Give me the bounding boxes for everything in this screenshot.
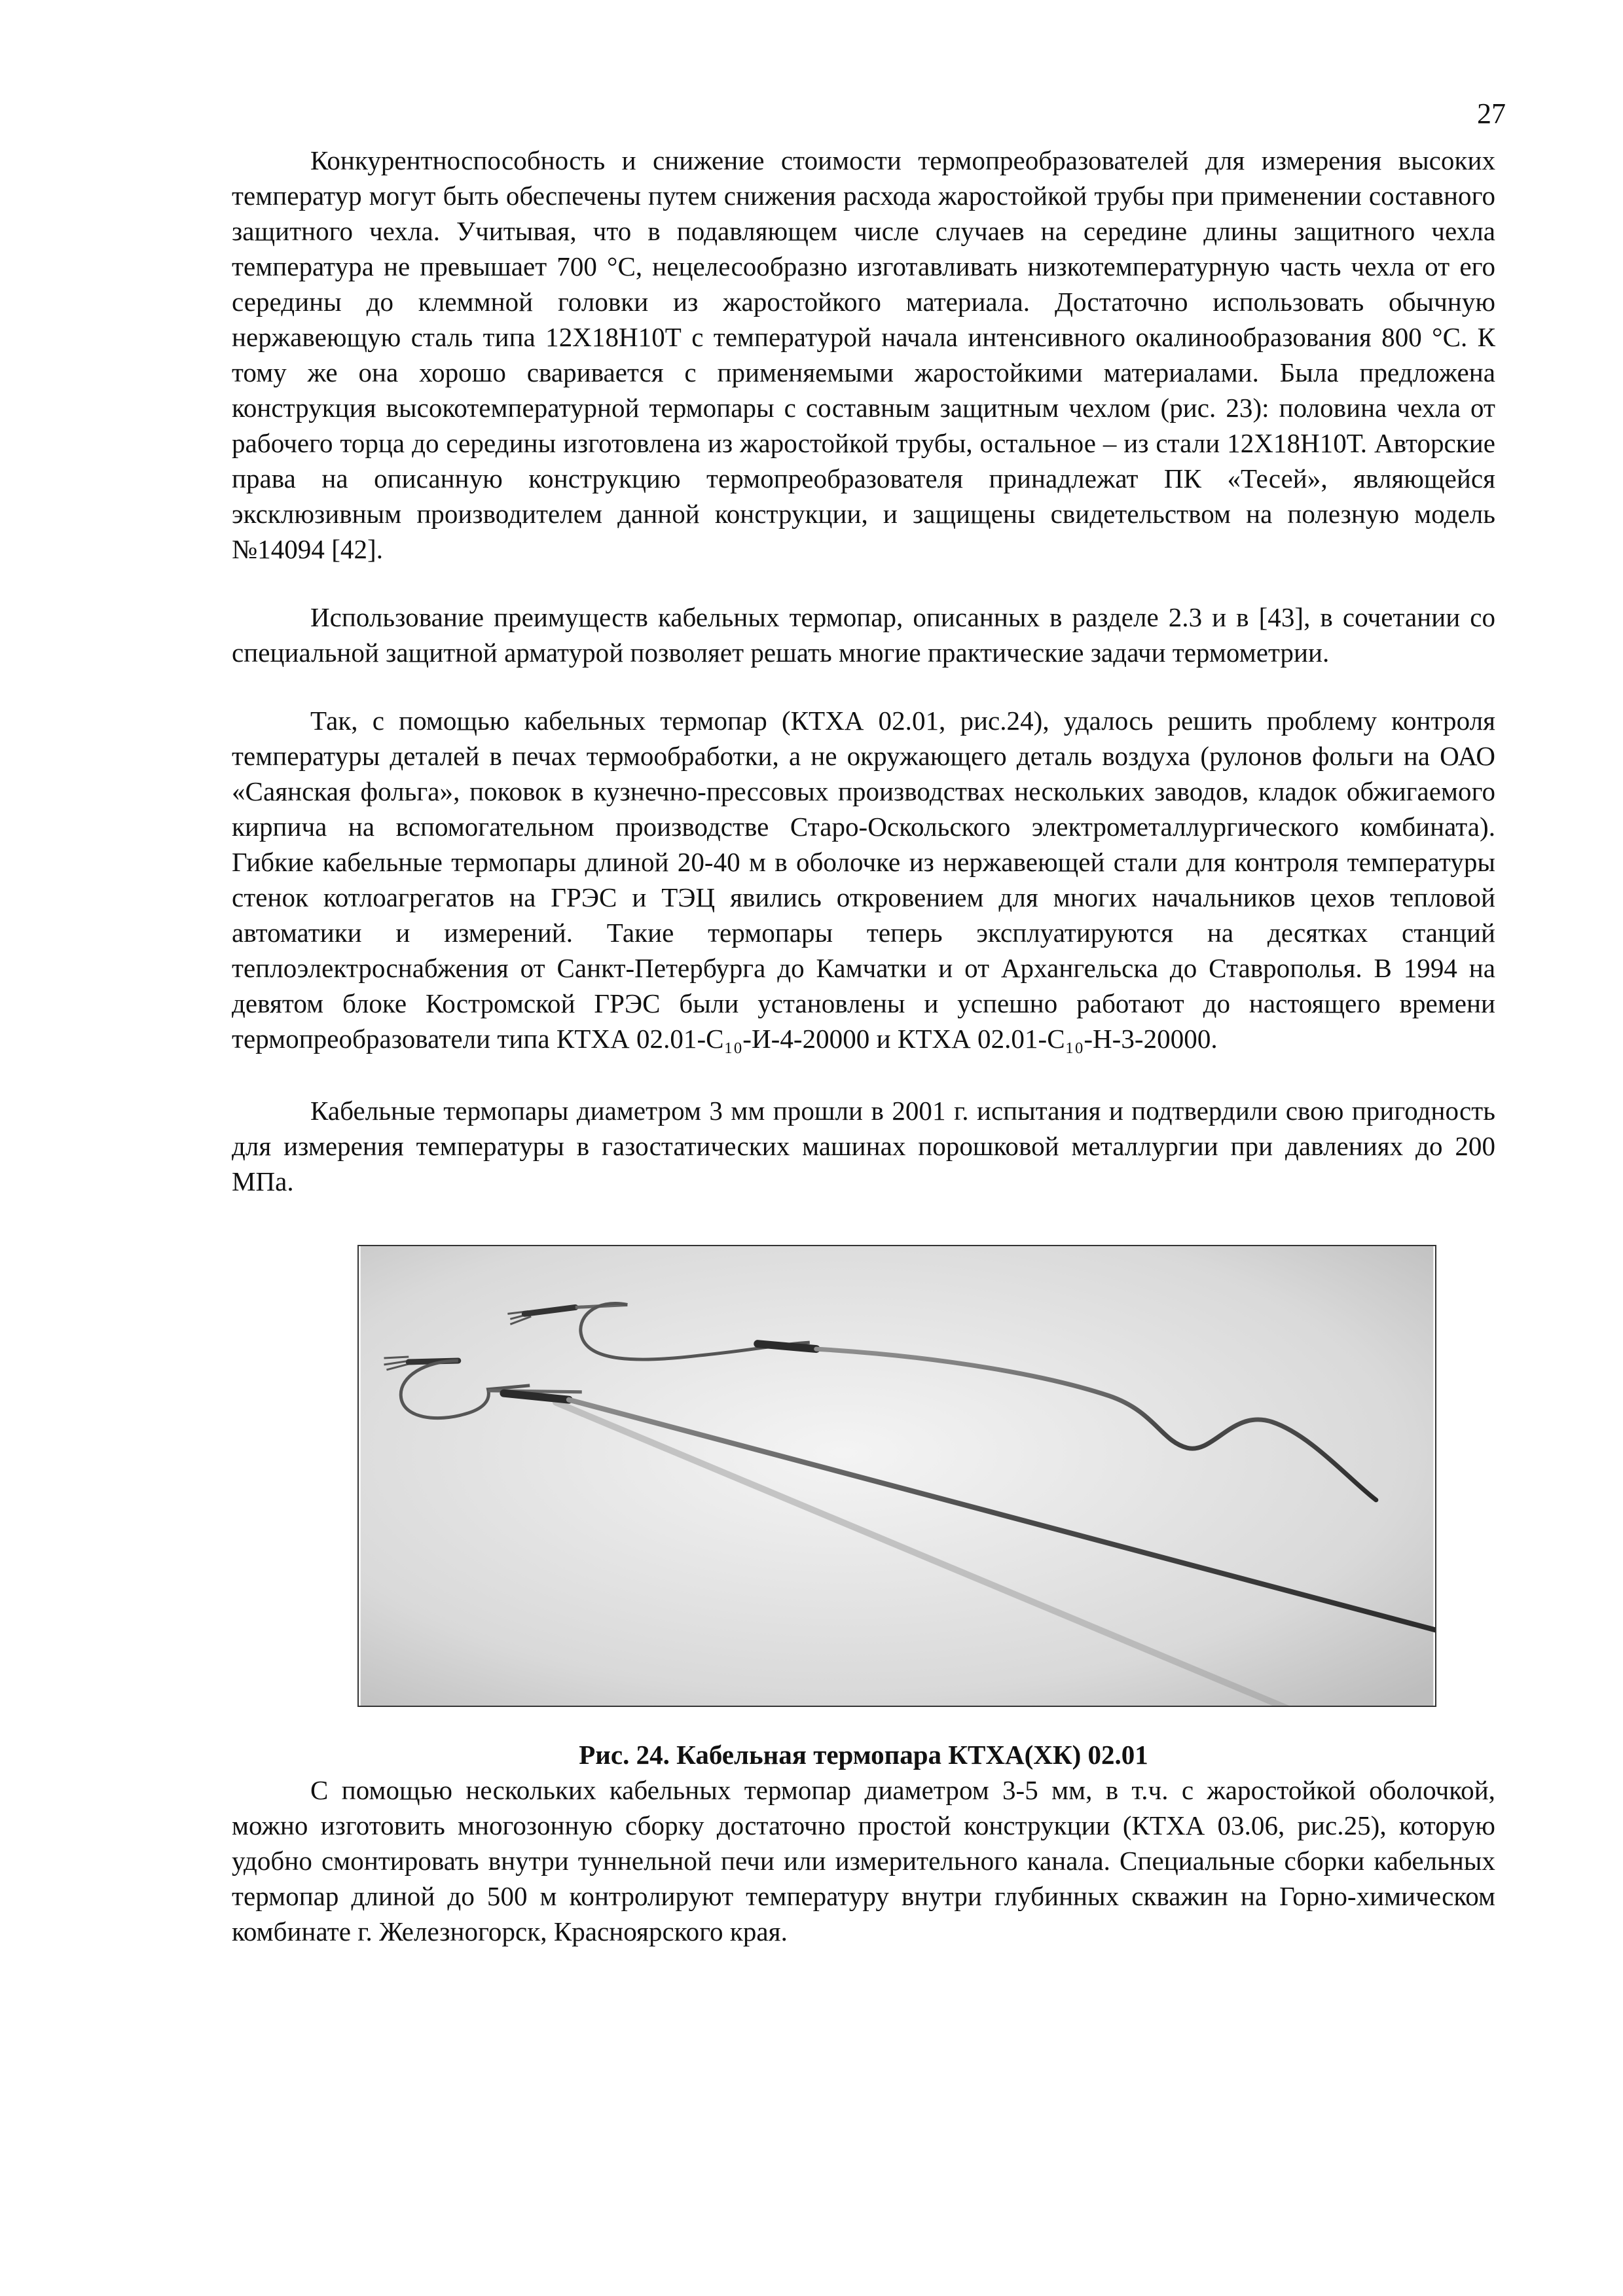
page-body — [232, 143, 1495, 1949]
paragraph-cable-thermocouple-advantages: Использование преимуществ кабельных термопар, описанных в разделе 2.3 и в [43], в сочетании со специальной защитной арматурой позволяет решать многие практические задачи термометрии. — [232, 602, 1495, 668]
figure-cable-thermocouple-photo — [357, 1245, 1436, 1707]
paragraph-ktxa-applications: Так, с помощью кабельных термопар (КТХА 02.01, рис.24), удалось решить проблему контроля температуры деталей в печах термообработки, а не окружающего деталь воздуха (рулонов фольги на ОАО «Саянская фольга», поковок в кузнечно-прессовых производствах нескольких заводов, кладок обжигаемого кирпича на вспомогательном производстве Старо-Оскольского электрометаллургического комбината). Гибкие кабельные термопары длиной 20-40 м в оболочке из нержавеющей стали для контроля температуры стенок котлоагрегатов на ГРЭС и ТЭЦ явились откровением для многих начальников цехов тепловой автоматики и измерений. Такие термопары теперь эксплуатируются на десятках станций теплоэлектроснабжения от Санкт-Петербурга до Камчатки и от Архангельска до Ставрополья. В 1994 на девятом блоке Костромской ГРЭС были установлены и успешно работают до настоящего времени термопреобразователи типа КТХА 02.01-С₁₀-И-4-20000 и КТХА 02.01-С₁₀-Н-3-20000. — [232, 706, 1495, 1054]
thermocouple-illustration — [359, 1246, 1435, 1706]
paragraph-pressure-tests: Кабельные термопары диаметром 3 мм прошли в 2001 г. испытания и подтвердили свою пригодность для измерения температуры в газостатических машинах порошковой металлургии при давлениях до 200 МПа. — [232, 1096, 1495, 1196]
paragraph-composite-sheath: Конкурентноспособность и снижение стоимости термопреобразователей для измерения высоких температур могут быть обеспечены путем снижения расхода жаростойкой трубы при применении составного защитного чехла. Учитывая, что в подавляющем числе случаев на середине длины защитного чехла температура не превышает 700 °С, нецелесообразно изготавливать низкотемпературную часть чехла от его середины до клеммной головки из жаростойкого материала. Достаточно использовать обычную нержавеющую сталь типа 12Х18Н10Т с температурой начала интенсивного окалинообразования 800 °С. К тому же она хорошо сваривается с применяемыми жаростойкими материалами. Была предложена конструкция высокотемпературной термопары с составным защитным чехлом (рис. 23): половина чехла от рабочего торца до середины изготовлена из жаростойкой трубы, остальное – из стали 12Х18Н10Т. Авторские права на описанную конструкцию термопреобразователя принадлежат ПК «Тесей», являющейся эксклюзивным производителем данной конструкции, и защищены свидетельством на полезную модель №14094 [42]. — [232, 145, 1495, 564]
paragraph-multizone-assembly: С помощью нескольких кабельных термопар диаметром 3-5 мм, в т.ч. с жаростойкой оболочкой, можно изготовить многозонную сборку достаточно простой конструкции (КТХА 03.06, рис.25), которую удобно смонтировать внутри туннельной печи или измерительного канала. Специальные сборки кабельных термопар длиной до 500 м контролируют температуру внутри глубинных скважин на Горно-химическом комбинате г. Железногорск, Красноярского края. — [232, 1775, 1495, 1946]
figure-caption: Рис. 24. Кабельная термопара КТХА(ХК) 02.01 — [579, 1740, 1148, 1770]
page-number: 27 — [1477, 98, 1506, 130]
